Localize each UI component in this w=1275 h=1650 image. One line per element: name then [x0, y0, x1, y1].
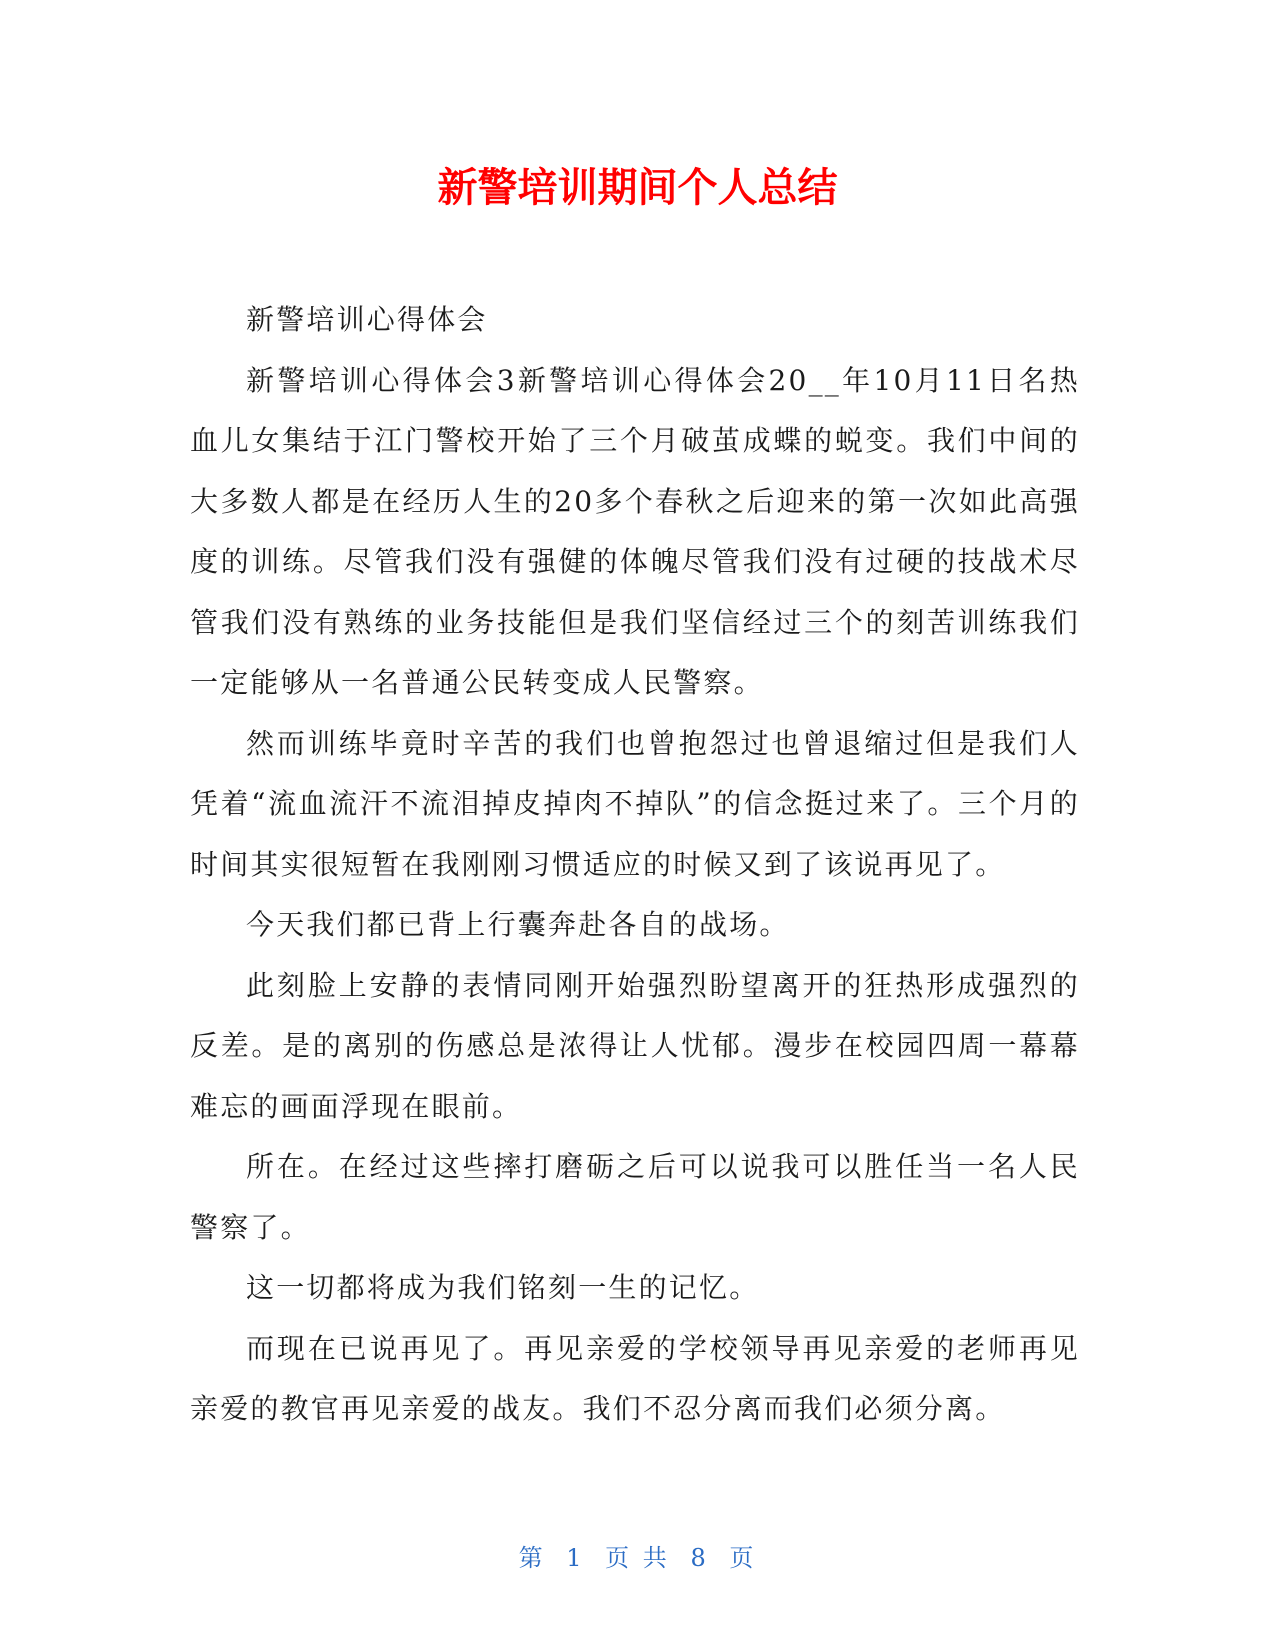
paragraph: 而现在已说再见了。再见亲爱的学校领导再见亲爱的老师再见亲爱的教官再见亲爱的战友。我们不忍分离而我们必须分离。	[190, 1331, 1080, 1425]
paragraph: 此刻脸上安静的表情同刚开始强烈盼望离开的狂热形成强烈的反差。是的离别的伤感总是浓得让人忧郁。漫步在校园四周一幕幕难忘的画面浮现在眼前。	[190, 968, 1080, 1123]
paragraph: 今天我们都已背上行囊奔赴各自的战场。	[246, 908, 790, 941]
paragraph: 新警培训心得体会3新警培训心得体会20__年10月11日名热血儿女集结于江门警校开始了三个月破茧成蝶的蜕变。我们中间的大多数人都是在经历人生的20多个春秋之后迎来的第一次如此高强度的训练。尽管我们没有强健的体魄尽管我们没有过硬的技战术尽管我们没有熟练的业务技能但是我们坚信经过三个的刻苦训练我们一定能够从一名普通公民转变成人民警察。	[190, 363, 1080, 699]
document-title: 新警培训期间个人总结	[437, 165, 838, 211]
paragraph: 所在。在经过这些摔打磨砺之后可以说我可以胜任当一名人民警察了。	[190, 1150, 1080, 1244]
total-page-count: 8	[690, 1544, 709, 1572]
footer-middle: 页 共	[605, 1544, 670, 1572]
footer-prefix: 第	[518, 1544, 546, 1572]
current-page-number: 1	[566, 1544, 585, 1572]
paragraph: 这一切都将成为我们铭刻一生的记忆。	[246, 1271, 760, 1304]
document-body	[190, 290, 1080, 1440]
paragraph: 然而训练毕竟时辛苦的我们也曾抱怨过也曾退缩过但是我们人凭着“流血流汗不流泪掉皮掉肉不掉队”的信念挺过来了。三个月的时间其实很短暂在我刚刚习惯适应的时候又到了该说再见了。	[190, 726, 1080, 881]
paragraph-subtitle: 新警培训心得体会	[246, 303, 488, 336]
page-footer	[0, 1542, 1275, 1574]
footer-suffix: 页	[729, 1544, 757, 1572]
